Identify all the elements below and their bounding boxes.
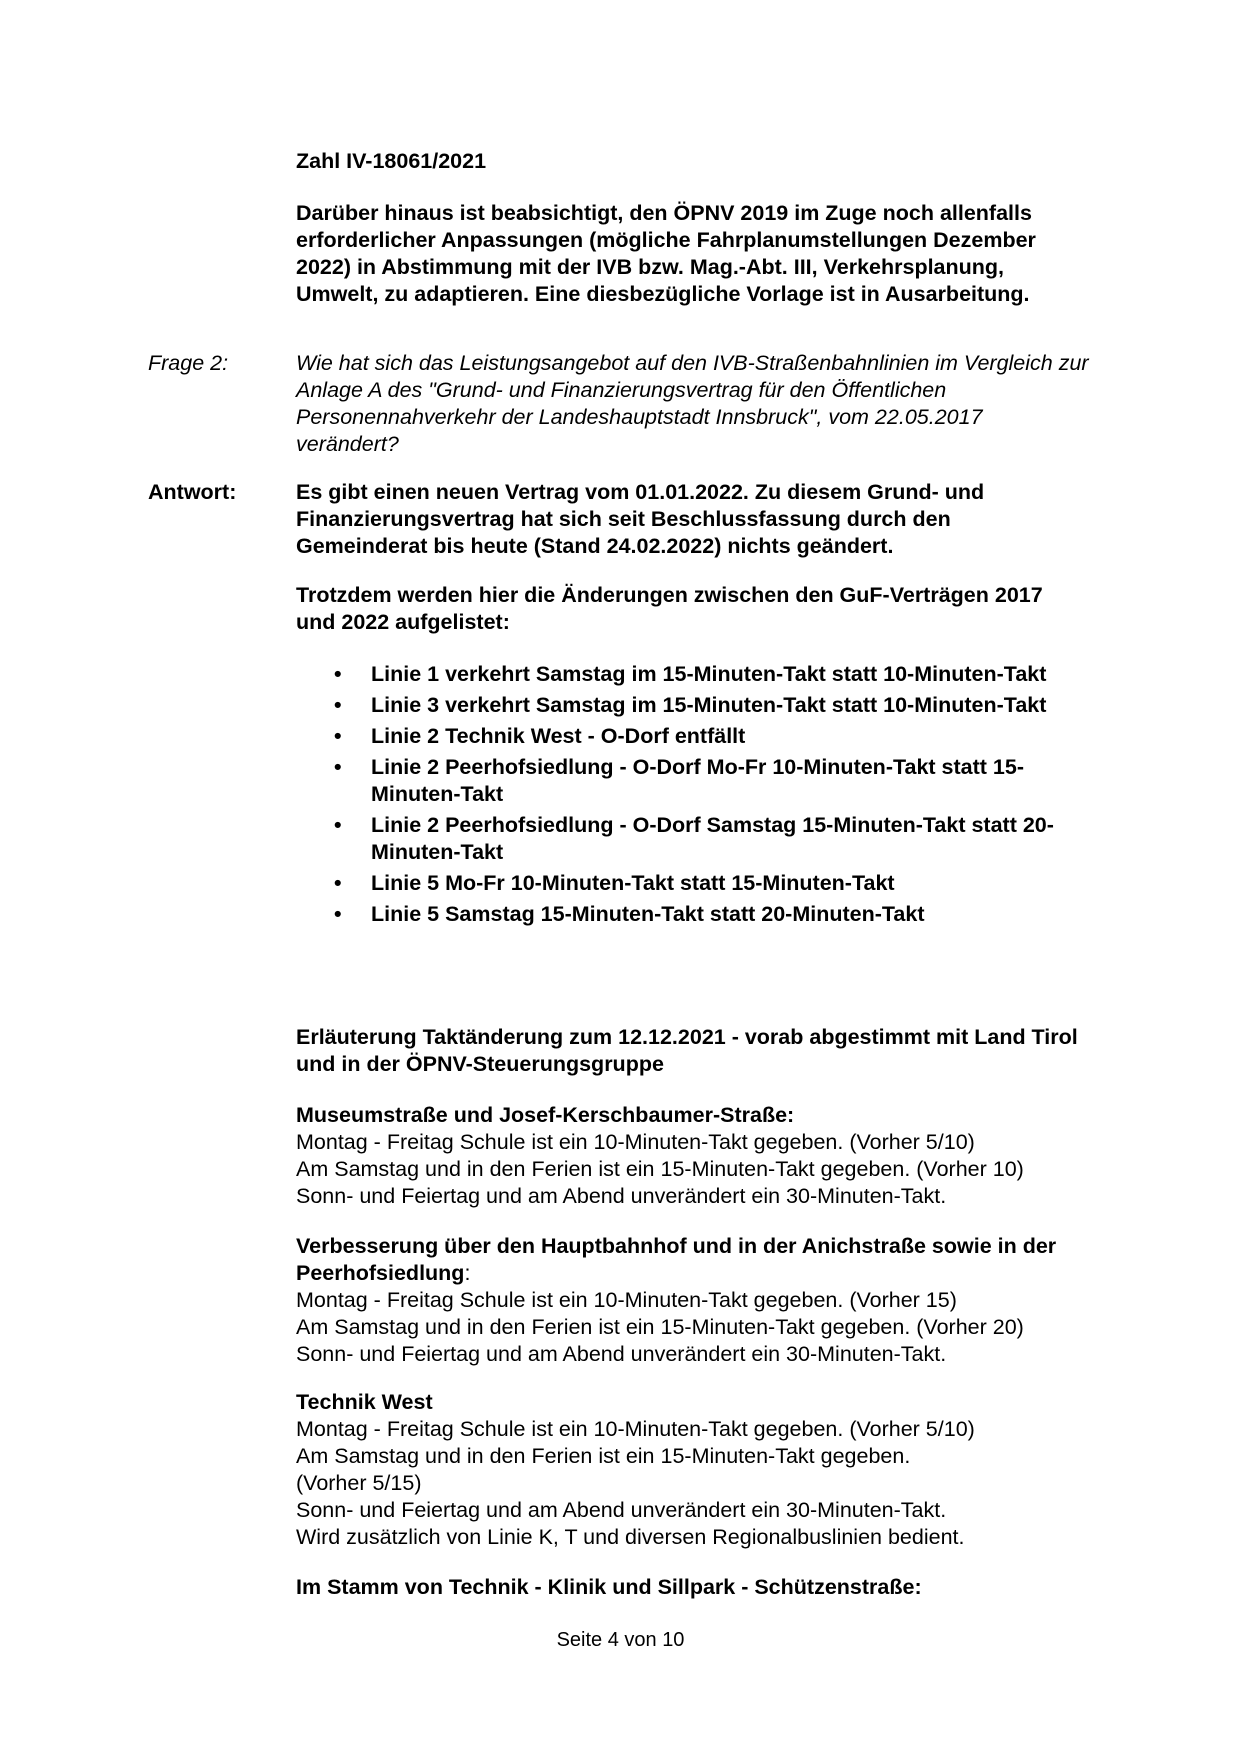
explanation-heading: Erläuterung Taktänderung zum 12.12.2021 - vorab abgestimmt mit Land Tirol und in der ÖPNV-Steuerungsgruppe <box>296 1025 1078 1076</box>
bullet-icon: • <box>334 813 342 837</box>
section-technik-west <box>296 1389 1096 1551</box>
bullet-icon: • <box>334 755 342 779</box>
list-item: • Linie 2 Technik West - O-Dorf entfällt <box>334 724 746 748</box>
section-heading: Technik West <box>296 1390 433 1414</box>
list-item: • Linie 1 verkehrt Samstag im 15-Minuten-Takt statt 10-Minuten-Takt <box>334 662 1047 686</box>
section-line: (Vorher 5/15) <box>296 1471 422 1495</box>
question-text: Wie hat sich das Leistungsangebot auf den IVB-Straßenbahnlinien im Vergleich zur Anlage A des "Grund- und Finanzierungsvertrag für den Öffentlichen Personennahverkehr der Landeshauptstadt Innsbruck", vom 22.05.2017 verändert? <box>296 351 1089 456</box>
list-item: • Linie 2 Peerhofsiedlung - O-Dorf Mo-Fr 10-Minuten-Takt statt 15-Minuten-Takt <box>334 755 1024 806</box>
changes-intro: Trotzdem werden hier die Änderungen zwischen den GuF-Verträgen 2017 und 2022 aufgelistet: <box>296 583 1043 634</box>
section-hauptbahnhof <box>296 1233 1086 1368</box>
answer-label: Antwort: <box>148 480 237 504</box>
section-heading: Museumstraße und Josef-Kerschbaumer-Straße: <box>296 1103 795 1127</box>
bullet-icon: • <box>334 724 342 748</box>
section-line: Sonn- und Feiertag und am Abend unverändert ein 30-Minuten-Takt. <box>296 1342 947 1366</box>
list-item: • Linie 2 Peerhofsiedlung - O-Dorf Samstag 15-Minuten-Takt statt 20-Minuten-Takt <box>334 813 1054 864</box>
section-line: Am Samstag und in den Ferien ist ein 15-Minuten-Takt gegeben. (Vorher 20) <box>296 1315 1024 1339</box>
list-item: • Linie 3 verkehrt Samstag im 15-Minuten-Takt statt 10-Minuten-Takt <box>334 693 1047 717</box>
page-number: Seite 4 von 10 <box>556 1629 685 1651</box>
section-line: Sonn- und Feiertag und am Abend unverändert ein 30-Minuten-Takt. <box>296 1498 947 1522</box>
bullet-icon: • <box>334 693 342 717</box>
section-line: Sonn- und Feiertag und am Abend unverändert ein 30-Minuten-Takt. <box>296 1184 947 1208</box>
bullet-icon: • <box>334 902 342 926</box>
section-line: Montag - Freitag Schule ist ein 10-Minuten-Takt gegeben. (Vorher 15) <box>296 1288 957 1312</box>
section-heading-stamm: Im Stamm von Technik - Klinik und Sillpark - Schützenstraße: <box>296 1575 922 1599</box>
section-line: Montag - Freitag Schule ist ein 10-Minuten-Takt gegeben. (Vorher 5/10) <box>296 1417 975 1441</box>
section-line: Am Samstag und in den Ferien ist ein 15-Minuten-Takt gegeben. (Vorher 10) <box>296 1157 1024 1181</box>
list-item: • Linie 5 Samstag 15-Minuten-Takt statt 20-Minuten-Takt <box>334 902 925 926</box>
bullet-icon: • <box>334 871 342 895</box>
section-heading: Verbesserung über den Hauptbahnhof und in der Anichstraße sowie in der Peerhofsiedlung <box>296 1234 1057 1285</box>
section-line: Am Samstag und in den Ferien ist ein 15-Minuten-Takt gegeben. <box>296 1444 911 1468</box>
section-heading-suffix: : <box>464 1261 471 1285</box>
answer-text: Es gibt einen neuen Vertrag vom 01.01.2022. Zu diesem Grund- und Finanzierungsvertrag hat sich seit Beschlussfassung durch den Gemeinderat bis heute (Stand 24.02.2022) nichts geändert. <box>296 480 985 558</box>
question-label: Frage 2: <box>148 351 229 375</box>
list-item: • Linie 5 Mo-Fr 10-Minuten-Takt statt 15-Minuten-Takt <box>334 871 895 895</box>
intro-paragraph: Darüber hinaus ist beabsichtigt, den ÖPNV 2019 im Zuge noch allenfalls erforderlicher Anpassungen (mögliche Fahrplanumstellungen Dezember 2022) in Abstimmung mit der IVB bzw. Mag.-Abt. III, Verkehrsplanung, Umwelt, zu adaptieren. Eine diesbezügliche Vorlage ist in Ausarbeitung. <box>296 201 1036 306</box>
bullet-icon: • <box>334 662 342 686</box>
changes-list <box>296 661 1096 932</box>
section-heading-wrapper <box>296 1233 1086 1287</box>
section-museumstrasse <box>296 1102 1096 1210</box>
section-line: Wird zusätzlich von Linie K, T und diversen Regionalbuslinien bedient. <box>296 1525 965 1549</box>
document-number: Zahl IV-18061/2021 <box>296 149 487 173</box>
section-line: Montag - Freitag Schule ist ein 10-Minuten-Takt gegeben. (Vorher 5/10) <box>296 1130 975 1154</box>
